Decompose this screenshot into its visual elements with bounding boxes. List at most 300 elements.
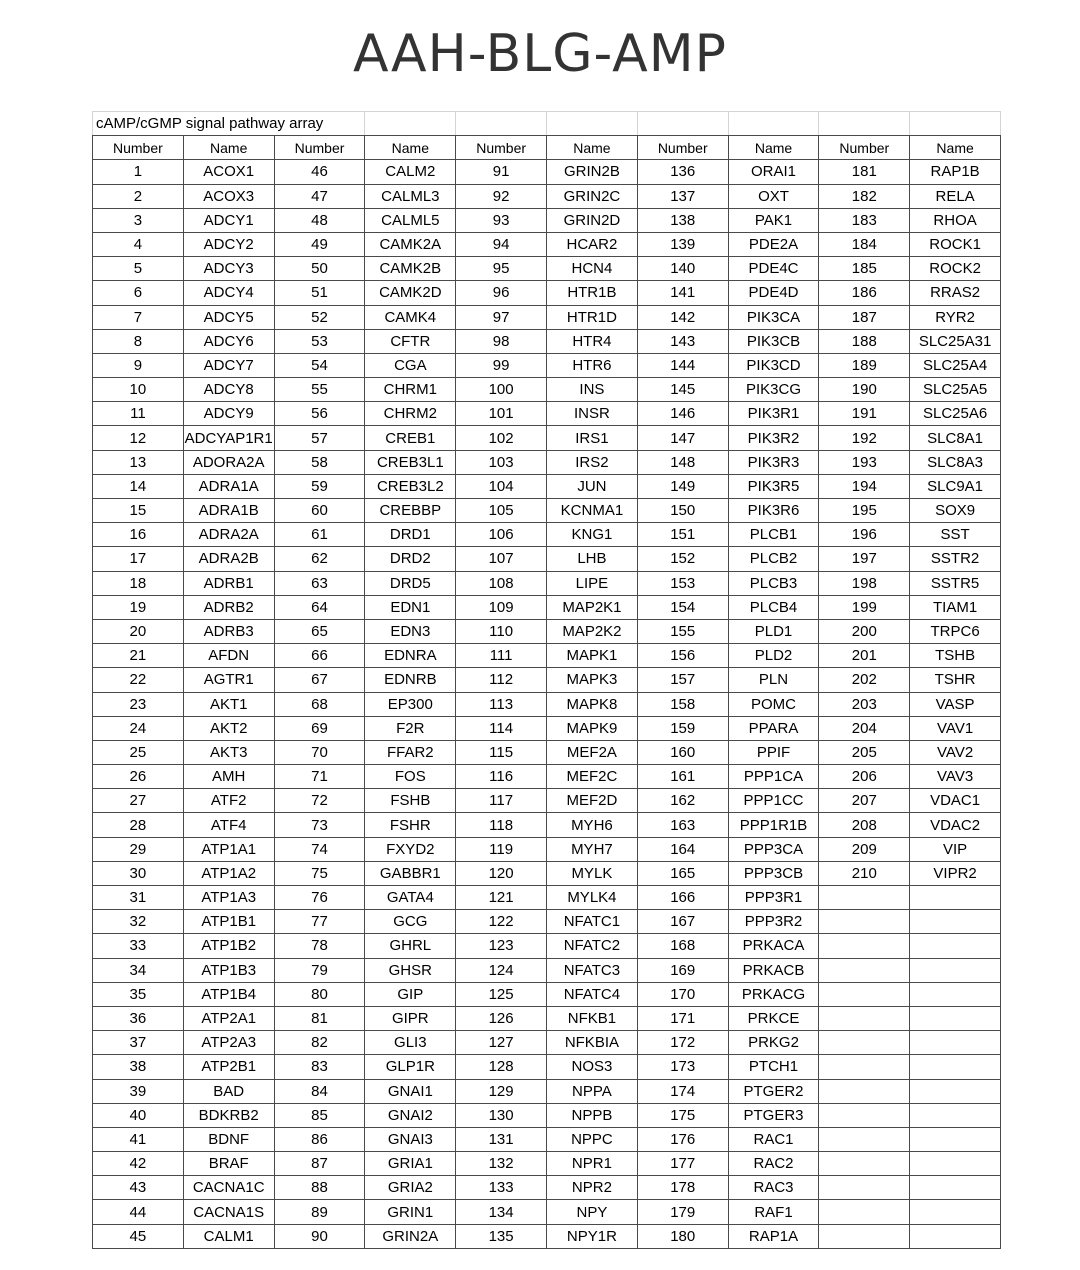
gene-number: 93 (456, 208, 547, 232)
gene-name: SLC8A3 (910, 450, 1001, 474)
gene-number: 196 (819, 523, 910, 547)
gene-name: PDE4D (728, 281, 819, 305)
table-row (93, 1031, 1001, 1055)
gene-name: VAV1 (910, 716, 1001, 740)
gene-name: NFATC1 (547, 910, 638, 934)
header-number: Number (819, 136, 910, 160)
gene-name: POMC (728, 692, 819, 716)
gene-name: PPP3R2 (728, 910, 819, 934)
gene-name: RYR2 (910, 305, 1001, 329)
gene-number: 81 (274, 1006, 365, 1030)
gene-number: 115 (456, 740, 547, 764)
gene-name: ATP2A1 (183, 1006, 274, 1030)
gene-number: 153 (637, 571, 728, 595)
header-name: Name (910, 136, 1001, 160)
gene-array-table (92, 111, 1001, 1249)
gene-name: CALML3 (365, 184, 456, 208)
gene-name: INS (547, 378, 638, 402)
gene-number: 113 (456, 692, 547, 716)
gene-number: 84 (274, 1079, 365, 1103)
table-row (93, 402, 1001, 426)
gene-name: NFKBIA (547, 1031, 638, 1055)
gene-number: 16 (93, 523, 184, 547)
gene-number: 73 (274, 813, 365, 837)
empty-cell (819, 910, 910, 934)
gene-name: GRIN2A (365, 1224, 456, 1248)
gene-number: 51 (274, 281, 365, 305)
gene-name: VDAC2 (910, 813, 1001, 837)
gene-name: INSR (547, 402, 638, 426)
gene-name: CFTR (365, 329, 456, 353)
gene-name: ATP1B1 (183, 910, 274, 934)
gene-name: FSHR (365, 813, 456, 837)
table-row (93, 692, 1001, 716)
table-row (93, 595, 1001, 619)
gene-name: VDAC1 (910, 789, 1001, 813)
gene-number: 157 (637, 668, 728, 692)
gene-name: AGTR1 (183, 668, 274, 692)
gene-name: ADCY8 (183, 378, 274, 402)
gene-name: AKT3 (183, 740, 274, 764)
gene-number: 200 (819, 619, 910, 643)
gene-name: ACOX3 (183, 184, 274, 208)
gene-number: 23 (93, 692, 184, 716)
gene-number: 183 (819, 208, 910, 232)
gene-number: 142 (637, 305, 728, 329)
empty-cell (910, 1103, 1001, 1127)
gene-name: PLD2 (728, 644, 819, 668)
gene-name: RAC1 (728, 1127, 819, 1151)
gene-number: 79 (274, 958, 365, 982)
gene-name: CALM1 (183, 1224, 274, 1248)
gene-number: 27 (93, 789, 184, 813)
table-row (93, 257, 1001, 281)
table-row (93, 523, 1001, 547)
gene-name: PPP3R1 (728, 886, 819, 910)
gene-number: 191 (819, 402, 910, 426)
gene-name: SLC25A5 (910, 378, 1001, 402)
gene-number: 17 (93, 547, 184, 571)
gene-number: 138 (637, 208, 728, 232)
table-row (93, 281, 1001, 305)
gene-name: CAMK4 (365, 305, 456, 329)
table-row (93, 1127, 1001, 1151)
gene-number: 127 (456, 1031, 547, 1055)
gene-name: CHRM1 (365, 378, 456, 402)
gene-number: 207 (819, 789, 910, 813)
gene-number: 44 (93, 1200, 184, 1224)
gene-number: 54 (274, 353, 365, 377)
gene-number: 15 (93, 499, 184, 523)
gene-number: 59 (274, 474, 365, 498)
gene-number: 112 (456, 668, 547, 692)
gene-number: 188 (819, 329, 910, 353)
gene-name: SOX9 (910, 499, 1001, 523)
gene-number: 119 (456, 837, 547, 861)
table-row (93, 1152, 1001, 1176)
gene-name: ADCY9 (183, 402, 274, 426)
gene-number: 107 (456, 547, 547, 571)
gene-number: 170 (637, 982, 728, 1006)
gene-name: PIK3CA (728, 305, 819, 329)
gene-number: 198 (819, 571, 910, 595)
gene-name: MAPK3 (547, 668, 638, 692)
gene-name: BRAF (183, 1152, 274, 1176)
gene-name: RAC3 (728, 1176, 819, 1200)
gene-name: GRIN2B (547, 160, 638, 184)
gene-number: 204 (819, 716, 910, 740)
empty-cell (819, 1224, 910, 1248)
table-row (93, 305, 1001, 329)
gene-number: 7 (93, 305, 184, 329)
gene-number: 21 (93, 644, 184, 668)
table-row (93, 765, 1001, 789)
header-number: Number (274, 136, 365, 160)
table-caption: cAMP/cGMP signal pathway array (93, 112, 365, 136)
gene-number: 140 (637, 257, 728, 281)
gene-number: 111 (456, 644, 547, 668)
gene-number: 32 (93, 910, 184, 934)
gene-number: 134 (456, 1200, 547, 1224)
gene-name: PPP1CC (728, 789, 819, 813)
empty-cell (819, 1127, 910, 1151)
gene-name: MAPK1 (547, 644, 638, 668)
gene-number: 151 (637, 523, 728, 547)
gene-name: FXYD2 (365, 837, 456, 861)
gene-name: EDN1 (365, 595, 456, 619)
gene-number: 203 (819, 692, 910, 716)
gene-name: PRKACA (728, 934, 819, 958)
gene-number: 1 (93, 160, 184, 184)
gene-number: 148 (637, 450, 728, 474)
gene-number: 209 (819, 837, 910, 861)
gene-number: 101 (456, 402, 547, 426)
table-row (93, 547, 1001, 571)
gene-name: PPP3CB (728, 861, 819, 885)
gene-number: 149 (637, 474, 728, 498)
gene-number: 49 (274, 232, 365, 256)
gene-name: NFATC2 (547, 934, 638, 958)
gene-name: CAMK2B (365, 257, 456, 281)
gene-name: GABBR1 (365, 861, 456, 885)
gene-number: 159 (637, 716, 728, 740)
gene-name: GCG (365, 910, 456, 934)
gene-name: GRIN2C (547, 184, 638, 208)
gene-name: PLN (728, 668, 819, 692)
gene-number: 145 (637, 378, 728, 402)
header-name: Name (183, 136, 274, 160)
gene-number: 181 (819, 160, 910, 184)
gene-name: CREBBP (365, 499, 456, 523)
table-row (93, 886, 1001, 910)
gene-name: ACOX1 (183, 160, 274, 184)
gene-number: 139 (637, 232, 728, 256)
gene-number: 34 (93, 958, 184, 982)
gene-number: 70 (274, 740, 365, 764)
gene-number: 164 (637, 837, 728, 861)
empty-cell (819, 1103, 910, 1127)
gene-name: TSHR (910, 668, 1001, 692)
gene-name: GHRL (365, 934, 456, 958)
gene-number: 26 (93, 765, 184, 789)
gene-name: RAF1 (728, 1200, 819, 1224)
gene-number: 43 (93, 1176, 184, 1200)
gene-name: PIK3R6 (728, 499, 819, 523)
gene-number: 3 (93, 208, 184, 232)
gene-name: VAV3 (910, 765, 1001, 789)
gene-number: 192 (819, 426, 910, 450)
gene-name: PRKG2 (728, 1031, 819, 1055)
gene-number: 179 (637, 1200, 728, 1224)
gene-name: EDN3 (365, 619, 456, 643)
gene-name: ATP2A3 (183, 1031, 274, 1055)
gene-number: 89 (274, 1200, 365, 1224)
gene-name: CREB3L1 (365, 450, 456, 474)
gene-number: 118 (456, 813, 547, 837)
gene-number: 75 (274, 861, 365, 885)
empty-cell (819, 958, 910, 982)
gene-name: ATP1A2 (183, 861, 274, 885)
gene-number: 202 (819, 668, 910, 692)
table-row (93, 934, 1001, 958)
gene-number: 87 (274, 1152, 365, 1176)
gene-number: 67 (274, 668, 365, 692)
gene-number: 45 (93, 1224, 184, 1248)
gene-number: 206 (819, 765, 910, 789)
gene-number: 176 (637, 1127, 728, 1151)
gene-name: TIAM1 (910, 595, 1001, 619)
gene-name: PPP3CA (728, 837, 819, 861)
gene-name: SSTR2 (910, 547, 1001, 571)
gene-name: ADCY6 (183, 329, 274, 353)
gene-name: FSHB (365, 789, 456, 813)
gene-number: 77 (274, 910, 365, 934)
gene-number: 147 (637, 426, 728, 450)
gene-name: HCN4 (547, 257, 638, 281)
gene-number: 97 (456, 305, 547, 329)
gene-name: MAP2K1 (547, 595, 638, 619)
gene-number: 92 (456, 184, 547, 208)
gene-name: VASP (910, 692, 1001, 716)
gene-number: 80 (274, 982, 365, 1006)
gene-name: PPIF (728, 740, 819, 764)
gene-number: 126 (456, 1006, 547, 1030)
gene-name: CREB1 (365, 426, 456, 450)
gene-number: 210 (819, 861, 910, 885)
gene-name: VAV2 (910, 740, 1001, 764)
gene-number: 19 (93, 595, 184, 619)
gene-number: 61 (274, 523, 365, 547)
gene-name: PIK3CD (728, 353, 819, 377)
gene-number: 99 (456, 353, 547, 377)
gene-number: 91 (456, 160, 547, 184)
gene-number: 128 (456, 1055, 547, 1079)
gene-name: ADRA2A (183, 523, 274, 547)
empty-cell (819, 886, 910, 910)
header-name: Name (365, 136, 456, 160)
gene-number: 197 (819, 547, 910, 571)
gene-number: 29 (93, 837, 184, 861)
gene-name: GRIN1 (365, 1200, 456, 1224)
table-row (93, 740, 1001, 764)
gene-number: 85 (274, 1103, 365, 1127)
gene-number: 39 (93, 1079, 184, 1103)
table-row (93, 1055, 1001, 1079)
empty-cell (910, 1224, 1001, 1248)
gene-number: 146 (637, 402, 728, 426)
gene-name: IRS1 (547, 426, 638, 450)
gene-number: 40 (93, 1103, 184, 1127)
gene-name: ATP2B1 (183, 1055, 274, 1079)
gene-number: 144 (637, 353, 728, 377)
gene-name: GNAI2 (365, 1103, 456, 1127)
gene-name: GLP1R (365, 1055, 456, 1079)
gene-name: HTR1B (547, 281, 638, 305)
gene-name: NPPB (547, 1103, 638, 1127)
gene-number: 108 (456, 571, 547, 595)
gene-name: MYLK4 (547, 886, 638, 910)
gene-number: 120 (456, 861, 547, 885)
empty-cell (910, 1031, 1001, 1055)
table-row (93, 232, 1001, 256)
gene-number: 64 (274, 595, 365, 619)
gene-number: 95 (456, 257, 547, 281)
gene-name: PPP1R1B (728, 813, 819, 837)
gene-name: PIK3CB (728, 329, 819, 353)
gene-name: CREB3L2 (365, 474, 456, 498)
gene-number: 50 (274, 257, 365, 281)
gene-name: AFDN (183, 644, 274, 668)
gene-number: 187 (819, 305, 910, 329)
gene-name: PLCB1 (728, 523, 819, 547)
gene-name: NPY1R (547, 1224, 638, 1248)
empty-cell (910, 886, 1001, 910)
gene-number: 41 (93, 1127, 184, 1151)
gene-number: 53 (274, 329, 365, 353)
header-number: Number (456, 136, 547, 160)
gene-number: 205 (819, 740, 910, 764)
gene-number: 48 (274, 208, 365, 232)
page-title: AAH-BLG-AMP (353, 24, 727, 84)
table-row (93, 861, 1001, 885)
table-row (93, 1079, 1001, 1103)
gene-name: NPPA (547, 1079, 638, 1103)
gene-name: VIP (910, 837, 1001, 861)
gene-number: 154 (637, 595, 728, 619)
gene-number: 14 (93, 474, 184, 498)
gene-number: 171 (637, 1006, 728, 1030)
gene-number: 208 (819, 813, 910, 837)
gene-name: ADRB2 (183, 595, 274, 619)
gene-name: GIPR (365, 1006, 456, 1030)
gene-name: PIK3R5 (728, 474, 819, 498)
gene-name: PTGER2 (728, 1079, 819, 1103)
gene-number: 155 (637, 619, 728, 643)
gene-name: OXT (728, 184, 819, 208)
gene-name: GNAI1 (365, 1079, 456, 1103)
gene-number: 68 (274, 692, 365, 716)
gene-name: ROCK1 (910, 232, 1001, 256)
table-row (93, 958, 1001, 982)
gene-name: DRD1 (365, 523, 456, 547)
header-number: Number (93, 136, 184, 160)
gene-number: 82 (274, 1031, 365, 1055)
gene-name: AKT2 (183, 716, 274, 740)
gene-name: PIK3CG (728, 378, 819, 402)
gene-name: RELA (910, 184, 1001, 208)
header-number: Number (637, 136, 728, 160)
gene-name: LHB (547, 547, 638, 571)
table-row (93, 208, 1001, 232)
gene-number: 137 (637, 184, 728, 208)
gene-name: PRKACB (728, 958, 819, 982)
gene-number: 130 (456, 1103, 547, 1127)
gene-name: MYH7 (547, 837, 638, 861)
gene-name: SLC25A31 (910, 329, 1001, 353)
gene-number: 66 (274, 644, 365, 668)
empty-cell (910, 1055, 1001, 1079)
gene-number: 189 (819, 353, 910, 377)
gene-number: 18 (93, 571, 184, 595)
gene-number: 175 (637, 1103, 728, 1127)
gene-name: PPP1CA (728, 765, 819, 789)
gene-number: 167 (637, 910, 728, 934)
empty-cell (819, 934, 910, 958)
empty-cell (910, 1200, 1001, 1224)
gene-number: 100 (456, 378, 547, 402)
gene-number: 2 (93, 184, 184, 208)
empty-cell (910, 958, 1001, 982)
gene-name: EDNRA (365, 644, 456, 668)
gene-name: PIK3R1 (728, 402, 819, 426)
gene-name: FOS (365, 765, 456, 789)
gene-number: 166 (637, 886, 728, 910)
gene-name: CAMK2A (365, 232, 456, 256)
empty-cell (819, 1055, 910, 1079)
gene-name: F2R (365, 716, 456, 740)
gene-number: 193 (819, 450, 910, 474)
gene-number: 124 (456, 958, 547, 982)
gene-name: ATP1B3 (183, 958, 274, 982)
gene-name: MYLK (547, 861, 638, 885)
gene-name: NPY (547, 1200, 638, 1224)
gene-name: PTCH1 (728, 1055, 819, 1079)
table-row (93, 353, 1001, 377)
gene-name: EDNRB (365, 668, 456, 692)
gene-number: 156 (637, 644, 728, 668)
gene-number: 90 (274, 1224, 365, 1248)
gene-number: 141 (637, 281, 728, 305)
table-row (93, 1006, 1001, 1030)
gene-name: GRIA2 (365, 1176, 456, 1200)
gene-name: ADORA2A (183, 450, 274, 474)
gene-name: GNAI3 (365, 1127, 456, 1151)
gene-name: NPPC (547, 1127, 638, 1151)
gene-number: 177 (637, 1152, 728, 1176)
gene-number: 74 (274, 837, 365, 861)
gene-number: 158 (637, 692, 728, 716)
gene-number: 98 (456, 329, 547, 353)
gene-name: RAC2 (728, 1152, 819, 1176)
gene-number: 133 (456, 1176, 547, 1200)
empty-cell (819, 1079, 910, 1103)
gene-name: ATP1A1 (183, 837, 274, 861)
gene-name: RAP1A (728, 1224, 819, 1248)
gene-name: SLC9A1 (910, 474, 1001, 498)
gene-number: 63 (274, 571, 365, 595)
gene-number: 35 (93, 982, 184, 1006)
gene-number: 121 (456, 886, 547, 910)
